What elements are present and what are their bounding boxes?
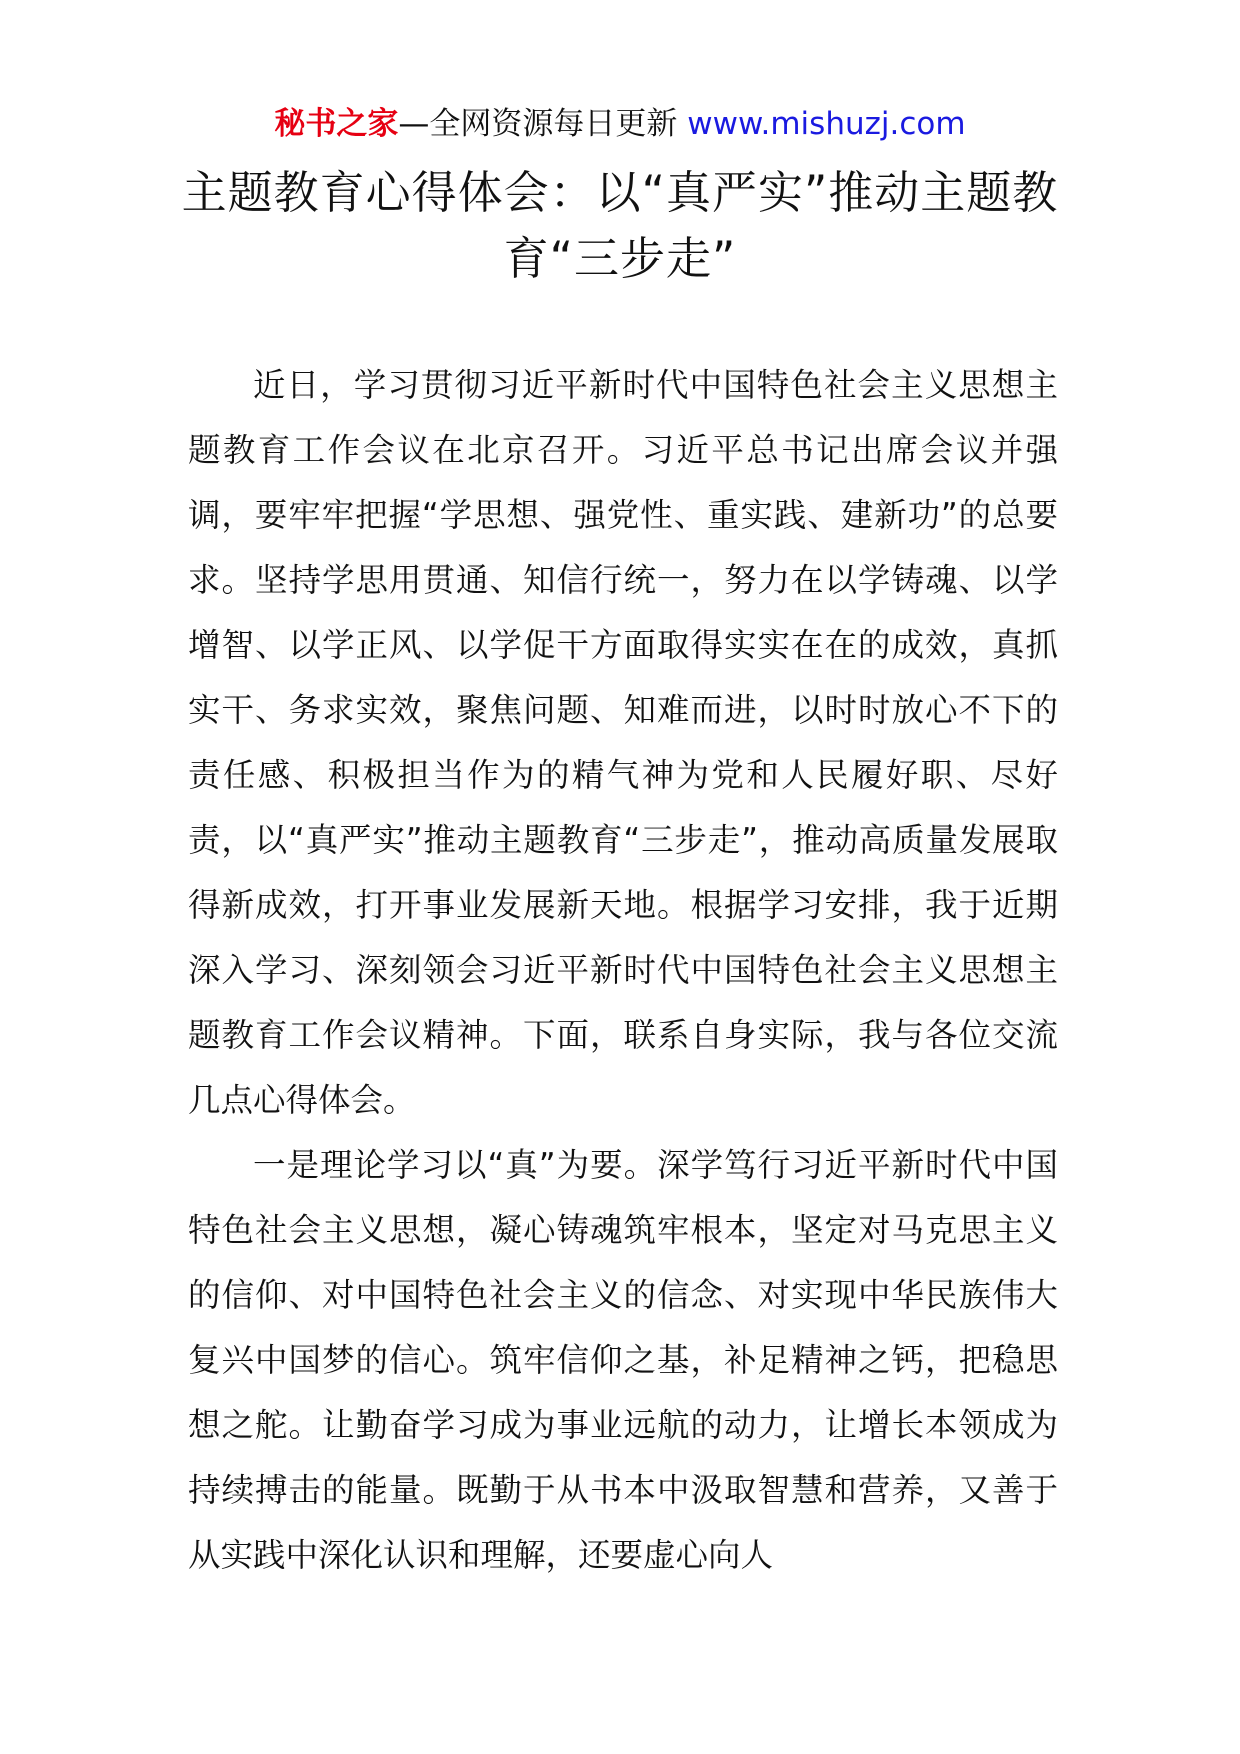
paragraph: 近日，学习贯彻习近平新时代中国特色社会主义思想主题教育工作会议在北京召开。习近平总书记出席会议并强调，要牢牢把握“学思想、强党性、重实践、建新功”的总要求。坚持学思用贯通、知信行统一，努力在以学铸魂、以学增智、以学正风、以学促干方面取得实实在在的成效，真抓实干、务求实效，聚焦问题、知难而进，以时时放心不下的责任感、积极担当作为的精气神为党和人民履好职、尽好责，以“真严实”推动主题教育“三步走”，推动高质量发展取得新成效，打开事业发展新天地。根据学习安排，我于近期深入学习、深刻领会习近平新时代中国特色社会主义思想主题教育工作会议精神。下面，联系自身实际，我与各位交流几点心得体会。 <box>188 366 1058 1119</box>
document-title: 主题教育心得体会：以“真严实”推动主题教育“三步走” <box>181 166 1059 285</box>
paragraph: 一是理论学习以“真”为要。深学笃行习近平新时代中国特色社会主义思想，凝心铸魂筑牢根本，坚定对马克思主义的信仰、对中国特色社会主义的信念、对实现中华民族伟大复兴中国梦的信心。筑牢信仰之基，补足精神之钙，把稳思想之舵。让勤奋学习成为事业远航的动力，让增长本领成为持续搏击的能量。既勤于从书本中汲取智慧和营养，又善于从实践中深化认识和理解，还要虚心向人 <box>188 1146 1058 1574</box>
site-header <box>0 100 1240 148</box>
site-url: www.mishuzj.com <box>687 106 966 142</box>
document-body <box>188 353 1058 1588</box>
site-tagline: —全网资源每日更新 <box>398 106 688 142</box>
site-brand: 秘书之家 <box>274 106 399 142</box>
